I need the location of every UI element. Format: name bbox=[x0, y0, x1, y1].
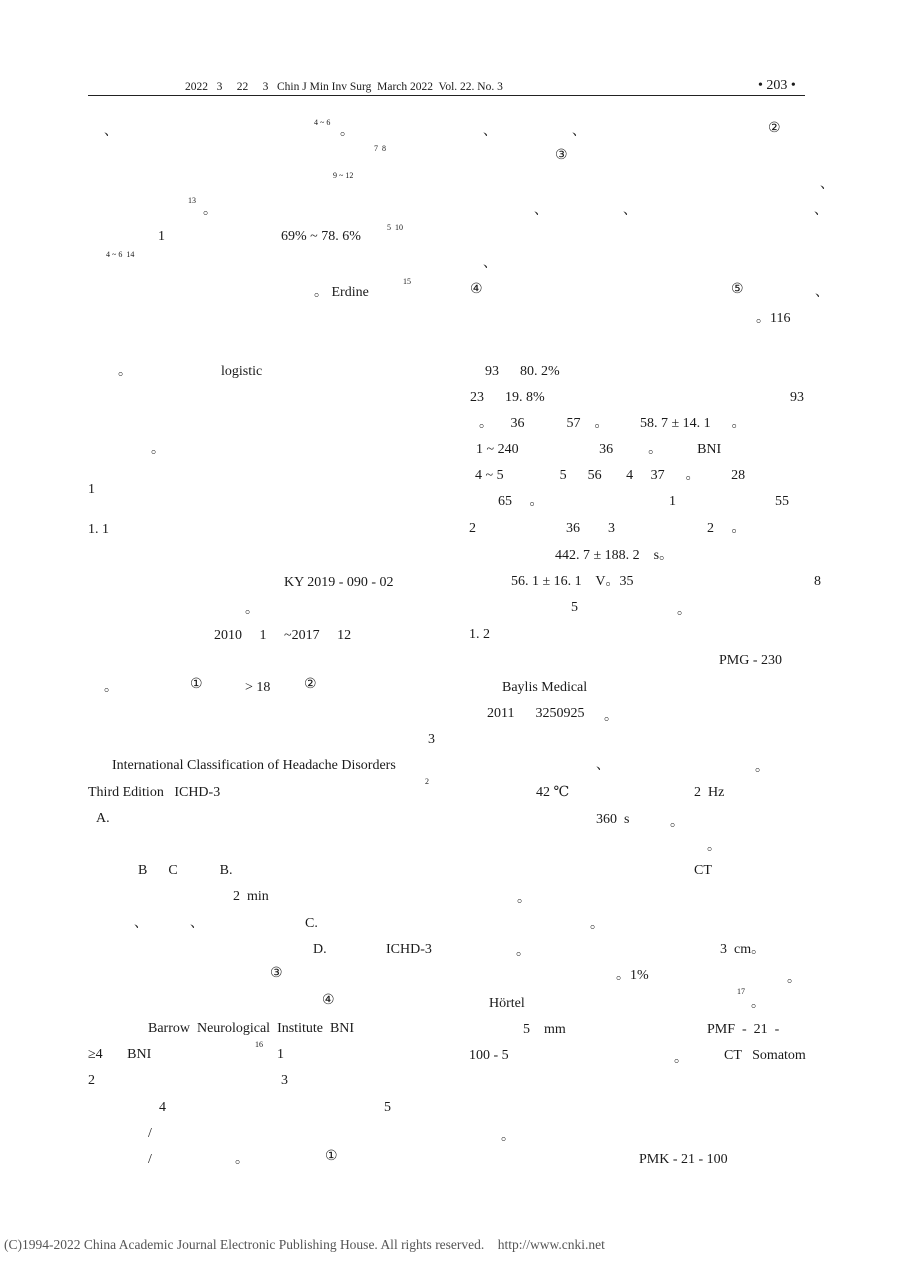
left-column-text: C. bbox=[305, 916, 318, 931]
right-column-text: PMG - 230 bbox=[719, 653, 783, 668]
right-column-text: 5 mm bbox=[523, 1022, 566, 1037]
left-column-text: > 18 bbox=[245, 680, 271, 695]
left-column-text: ① bbox=[190, 677, 203, 692]
left-column-text: International Classification of Headache Disorders bbox=[112, 758, 396, 773]
right-column-text: 。116 bbox=[756, 311, 791, 326]
left-column-text: 69% ~ 78. 6% bbox=[281, 229, 361, 244]
right-column-text: 、 bbox=[623, 203, 637, 218]
copyright-footer: (C)1994-2022 China Academic Journal Electronic Publishing House. All rights reserved. http://www.cnki.net bbox=[4, 1237, 605, 1252]
right-column-text: ③ bbox=[555, 148, 568, 163]
left-column-text: logistic bbox=[221, 364, 263, 379]
left-column-text: 2 bbox=[88, 1073, 95, 1088]
left-column-text: 3 bbox=[281, 1073, 288, 1088]
right-column-text: 65 。 bbox=[498, 494, 544, 509]
left-column-text: 2010 1 ~2017 12 bbox=[214, 628, 352, 643]
right-column-text: 、 bbox=[483, 256, 497, 271]
right-column-text: 23 19. 8% bbox=[470, 390, 545, 405]
right-column-text: 。 bbox=[674, 1051, 688, 1066]
right-column-text: 2011 3250925 bbox=[487, 706, 585, 721]
left-column-text: 。 bbox=[104, 680, 118, 695]
right-column-text: 8 bbox=[814, 574, 821, 589]
left-column-text: 。 bbox=[203, 203, 217, 218]
right-column-text: Hörtel bbox=[489, 996, 525, 1011]
left-column-text: KY 2019 - 090 - 02 bbox=[284, 575, 394, 590]
right-column-text: 、 bbox=[815, 285, 829, 300]
left-column-text: 。 bbox=[151, 442, 165, 457]
left-column-text: 、 bbox=[134, 916, 148, 931]
right-column-text: 5 bbox=[571, 600, 578, 615]
right-column-text: 。 bbox=[604, 709, 618, 724]
right-column-text: 、 bbox=[572, 124, 586, 139]
left-column-text: 4 bbox=[159, 1100, 166, 1115]
right-column-text: CT bbox=[694, 863, 712, 878]
right-column-text: 。 bbox=[787, 971, 801, 986]
left-column-citation: 4 ~ 6 bbox=[314, 118, 331, 127]
left-column-text: 5 bbox=[384, 1100, 391, 1115]
right-column-text: 1 bbox=[669, 494, 676, 509]
right-column-text: 。 bbox=[707, 839, 721, 854]
left-column-citation: 5 10 bbox=[387, 223, 403, 232]
left-column-text: / bbox=[148, 1126, 152, 1141]
right-column-text: Baylis Medical bbox=[502, 680, 588, 695]
left-column-text: ICHD-3 bbox=[386, 942, 432, 957]
right-column-text: 1. 2 bbox=[469, 627, 490, 642]
right-column-text: 。 bbox=[590, 917, 604, 932]
right-column-text: ② bbox=[768, 121, 781, 136]
right-column-text: 42 ℃ bbox=[536, 785, 570, 800]
left-column-text: 、 bbox=[104, 124, 118, 139]
right-column-text: 。 bbox=[501, 1129, 515, 1144]
right-column-text: 100 - 5 bbox=[469, 1048, 509, 1063]
left-column-text: Third Edition ICHD-3 bbox=[88, 785, 221, 800]
page-number: • 203 • bbox=[758, 78, 796, 93]
right-column-text: 。 bbox=[755, 760, 769, 775]
left-column-text: 。 bbox=[245, 602, 259, 617]
right-column-text: 442. 7 ± 188. 2 s。 bbox=[555, 548, 674, 563]
right-column-text: 4 ~ 5 5 56 4 37 。 28 bbox=[475, 468, 746, 483]
right-column-citation: 17 bbox=[737, 987, 745, 996]
left-column-text: B C B. bbox=[138, 863, 233, 878]
right-column-text: 2 。 bbox=[707, 521, 746, 536]
right-column-text: 。 bbox=[677, 603, 691, 618]
right-column-text: 56. 1 ± 16. 1 V。35 bbox=[511, 574, 634, 589]
right-column-text: 2 Hz bbox=[694, 785, 725, 800]
right-column-text: 2 bbox=[469, 521, 476, 536]
right-column-text: 。 bbox=[517, 891, 531, 906]
left-column-citation: 2 bbox=[425, 777, 429, 786]
right-column-text: CT Somatom bbox=[724, 1048, 806, 1063]
right-column-text: 。 bbox=[670, 815, 684, 830]
left-column-text: 。 Erdine bbox=[314, 285, 369, 300]
left-column-text: 2 min bbox=[233, 889, 269, 904]
right-column-text: 36 3 bbox=[566, 521, 615, 536]
right-column-text: 、 bbox=[814, 203, 828, 218]
left-column-citation: 7 8 bbox=[374, 144, 386, 153]
right-column-text: 、 bbox=[596, 758, 610, 773]
left-column-text: ≥4 BNI bbox=[88, 1047, 152, 1062]
left-column-text: 1 bbox=[158, 229, 165, 244]
left-column-text: Barrow Neurological Institute BNI bbox=[148, 1021, 355, 1036]
left-column-text: ③ bbox=[270, 966, 283, 981]
right-column-text: 3 cm。 bbox=[720, 942, 766, 957]
right-column-text: 93 80. 2% bbox=[485, 364, 560, 379]
left-column-citation: 16 bbox=[255, 1040, 263, 1049]
right-column-text: 。 bbox=[751, 996, 765, 1011]
right-column-text: 。 bbox=[516, 944, 530, 959]
right-column-text: ④ bbox=[470, 282, 483, 297]
right-column-text: ⑤ bbox=[731, 282, 744, 297]
right-column-text: 93 bbox=[790, 390, 804, 405]
left-column-text: 1 bbox=[88, 482, 95, 497]
left-column-text: ① bbox=[325, 1149, 338, 1164]
right-column-text: 55 bbox=[775, 494, 789, 509]
header-rule bbox=[88, 95, 805, 96]
left-column-text: 、 bbox=[190, 916, 204, 931]
right-column-text: 1 ~ 240 36 。 BNI bbox=[476, 442, 722, 457]
left-column-citation: 4 ~ 6 14 bbox=[106, 250, 135, 259]
left-column-citation: 15 bbox=[403, 277, 411, 286]
right-column-text: 、 bbox=[534, 203, 548, 218]
right-column-text: 、 bbox=[483, 124, 497, 139]
left-column-text: 3 bbox=[428, 732, 435, 747]
left-column-text: A. bbox=[96, 811, 110, 826]
right-column-text: PMF - 21 - bbox=[707, 1022, 780, 1037]
right-column-text: 360 s bbox=[596, 812, 630, 827]
left-column-text: 1 bbox=[277, 1047, 284, 1062]
right-column-text: 、 bbox=[820, 177, 834, 192]
left-column-text: 。 bbox=[235, 1152, 249, 1167]
left-column-text: 1. 1 bbox=[88, 522, 109, 537]
left-column-citation: 13 bbox=[188, 196, 196, 205]
left-column-text: 。 bbox=[118, 364, 132, 379]
left-column-text: / bbox=[148, 1152, 152, 1167]
left-column-text: ④ bbox=[322, 993, 335, 1008]
right-column-text: 。1% bbox=[616, 968, 649, 983]
right-column-text: PMK - 21 - 100 bbox=[639, 1152, 728, 1167]
left-column-text: 。 bbox=[340, 124, 354, 139]
right-column-text: 。 36 57 。 58. 7 ± 14. 1 。 bbox=[479, 416, 746, 431]
running-header: 2022 3 22 3 Chin J Min Inv Surg March 2022 Vol. 22. No. 3 bbox=[185, 81, 503, 93]
left-column-citation: 9 ~ 12 bbox=[333, 171, 354, 180]
left-column-text: D. bbox=[313, 942, 327, 957]
left-column-text: ② bbox=[304, 677, 317, 692]
